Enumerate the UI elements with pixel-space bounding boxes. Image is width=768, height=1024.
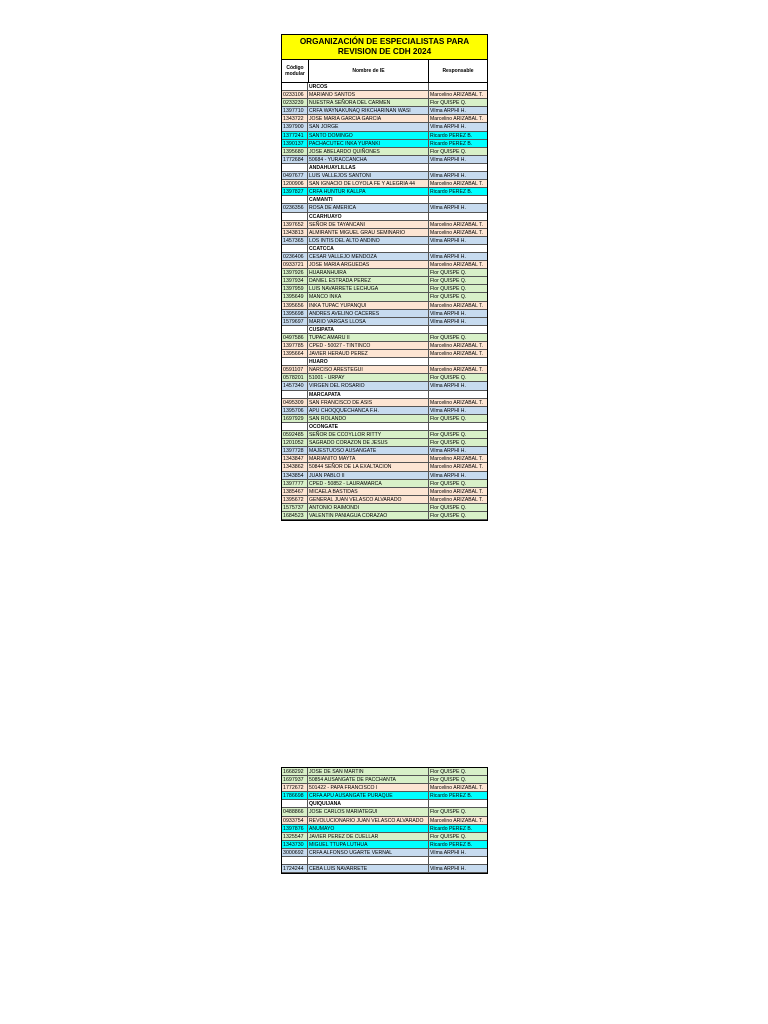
specialists-table-page-2 bbox=[281, 767, 488, 874]
codigo-modular-cell: 0495309 bbox=[282, 399, 308, 406]
district-row bbox=[282, 213, 487, 221]
district-name: CCARHUAYO bbox=[308, 213, 429, 220]
empty-cell bbox=[282, 196, 308, 203]
codigo-modular-cell: 3000692 bbox=[282, 849, 308, 856]
codigo-modular-cell: 1395649 bbox=[282, 293, 308, 300]
table-row bbox=[282, 431, 487, 439]
table-row bbox=[282, 512, 487, 520]
school-name-cell: ROSA DE AMERICA bbox=[308, 204, 429, 211]
district-name: HUARO bbox=[308, 358, 429, 365]
school-name-cell: CESAR VALLEJO MENDOZA bbox=[308, 253, 429, 260]
table-row bbox=[282, 768, 487, 776]
empty-cell bbox=[429, 83, 487, 90]
school-name-cell: VIRGEN DEL ROSARIO bbox=[308, 382, 429, 389]
table-row bbox=[282, 269, 487, 277]
codigo-modular-cell: 0933721 bbox=[282, 261, 308, 268]
responsable-cell: Vilma ARPHI H. bbox=[430, 849, 466, 856]
codigo-modular-cell: 1395664 bbox=[282, 350, 308, 357]
responsable-cell: Vilma ARPHI H. bbox=[430, 124, 466, 131]
responsable-cell: Flor QUISPE Q. bbox=[430, 512, 467, 519]
table-row bbox=[282, 833, 487, 841]
table-row bbox=[282, 253, 487, 261]
table-row bbox=[282, 463, 487, 471]
responsable-cell: Vilma ARPHI H. bbox=[430, 383, 466, 390]
responsable-cell: Vilma ARPHI H. bbox=[430, 253, 466, 260]
empty-cell bbox=[308, 857, 429, 864]
school-name-cell: VALENTIN PANIAGUA CORAZAO bbox=[308, 512, 429, 519]
table-row bbox=[282, 277, 487, 285]
responsable-cell: Marcelino ARIZABAL T. bbox=[430, 488, 483, 495]
empty-cell bbox=[282, 800, 308, 807]
table-row bbox=[282, 784, 487, 792]
responsable-cell: Marcelino ARIZABAL T. bbox=[430, 221, 483, 228]
table-row bbox=[282, 792, 487, 800]
document-title: ORGANIZACIÓN DE ESPECIALISTAS PARA REVISION DE CDH 2024 bbox=[282, 35, 487, 60]
school-name-cell: HUARANHUIRA bbox=[308, 269, 429, 276]
school-name-cell: SAN ROLANDO bbox=[308, 415, 429, 422]
table-row bbox=[282, 472, 487, 480]
responsable-cell: Flor QUISPE Q. bbox=[430, 833, 467, 840]
responsable-cell: Ricardo PEREZ B. bbox=[430, 841, 473, 848]
responsable-cell: Flor QUISPE Q. bbox=[430, 777, 467, 784]
responsable-cell: Vilma ARPHI H. bbox=[430, 448, 466, 455]
codigo-modular-cell: 1343847 bbox=[282, 455, 308, 462]
table-row bbox=[282, 115, 487, 123]
responsable-cell: Flor QUISPE Q. bbox=[430, 375, 467, 382]
district-name: QUIQUIJANA bbox=[308, 800, 429, 807]
responsable-cell: Marcelino ARIZABAL T. bbox=[430, 399, 483, 406]
codigo-modular-cell: 1325547 bbox=[282, 833, 308, 840]
responsable-cell: Flor QUISPE Q. bbox=[430, 809, 467, 816]
school-name-cell: NARCISO ARESTEGUI bbox=[308, 366, 429, 373]
blank-row bbox=[282, 857, 487, 865]
table-row bbox=[282, 180, 487, 188]
codigo-modular-cell: 1395672 bbox=[282, 496, 308, 503]
school-name-cell: MAJESTUOSO AUSANGATE bbox=[308, 447, 429, 454]
responsable-cell: Marcelino ARIZABAL T. bbox=[430, 817, 483, 824]
school-name-cell: GENERAL JUAN VELASCO ALVARADO bbox=[308, 496, 429, 503]
table-row bbox=[282, 504, 487, 512]
responsable-cell: Marcelino ARIZABAL T. bbox=[430, 456, 483, 463]
responsable-cell: Ricardo PEREZ B. bbox=[430, 132, 473, 139]
codigo-modular-cell: 1397959 bbox=[282, 285, 308, 292]
codigo-modular-cell: 1397710 bbox=[282, 107, 308, 114]
header-responsable: Responsable bbox=[442, 68, 474, 74]
school-name-cell: PACHACUTEC INKA YUPANKI bbox=[308, 140, 429, 147]
responsable-cell: Flor QUISPE Q. bbox=[430, 440, 467, 447]
school-name-cell: 50844 SEÑOR DE LA EXALTACION bbox=[308, 463, 429, 470]
empty-cell bbox=[429, 857, 487, 864]
table-row bbox=[282, 439, 487, 447]
table-row bbox=[282, 285, 487, 293]
table-row bbox=[282, 374, 487, 382]
empty-cell bbox=[282, 423, 308, 430]
empty-cell bbox=[429, 391, 487, 398]
table-row bbox=[282, 99, 487, 107]
school-name-cell: MARIO VARGAS LLOSA bbox=[308, 318, 429, 325]
empty-cell bbox=[429, 196, 487, 203]
table-row bbox=[282, 841, 487, 849]
district-row bbox=[282, 164, 487, 172]
responsable-cell: Vilma ARPHI H. bbox=[430, 310, 466, 317]
codigo-modular-cell: 1397785 bbox=[282, 342, 308, 349]
codigo-modular-cell: 0497677 bbox=[282, 172, 308, 179]
school-name-cell: INKA TUPAC YUPANQUI bbox=[308, 302, 429, 309]
district-row bbox=[282, 358, 487, 366]
codigo-modular-cell: 1457340 bbox=[282, 382, 308, 389]
school-name-cell: JOSE ABELARDO QUIÑONES bbox=[308, 148, 429, 155]
school-name-cell: ANTONIO RAIMONDI bbox=[308, 504, 429, 511]
district-row bbox=[282, 245, 487, 253]
table-row bbox=[282, 488, 487, 496]
responsable-cell: Flor QUISPE Q. bbox=[430, 100, 467, 107]
codigo-modular-cell: 1457365 bbox=[282, 237, 308, 244]
responsable-cell: Ricardo PEREZ B. bbox=[430, 189, 473, 196]
responsable-cell: Flor QUISPE Q. bbox=[430, 480, 467, 487]
responsable-cell: Vilma ARPHI H. bbox=[430, 156, 466, 163]
table-row bbox=[282, 447, 487, 455]
codigo-modular-cell: 0592485 bbox=[282, 431, 308, 438]
school-name-cell: CPED - 50852 - LAURAMARCA bbox=[308, 480, 429, 487]
district-row bbox=[282, 391, 487, 399]
table-row bbox=[282, 293, 487, 301]
codigo-modular-cell: 1397652 bbox=[282, 221, 308, 228]
codigo-modular-cell: 1395698 bbox=[282, 310, 308, 317]
school-name-cell: JOSE DE SAN MARTIN bbox=[308, 768, 429, 775]
table-body bbox=[282, 768, 487, 873]
school-name-cell: MIGUEL TTUPA LUTHUA bbox=[308, 841, 429, 848]
responsable-cell: Marcelino ARIZABAL T. bbox=[430, 464, 483, 471]
school-name-cell: REVOLUCIONARIO JUAN VELASCO ALVARADO bbox=[308, 817, 429, 824]
codigo-modular-cell: 1575737 bbox=[282, 504, 308, 511]
table-row bbox=[282, 229, 487, 237]
table-row bbox=[282, 350, 487, 358]
school-name-cell: MARIANITO MAYTA bbox=[308, 455, 429, 462]
responsable-cell: Flor QUISPE Q. bbox=[430, 270, 467, 277]
responsable-cell: Vilma ARPHI H. bbox=[430, 866, 466, 873]
responsable-cell: Vilma ARPHI H. bbox=[430, 318, 466, 325]
table-row bbox=[282, 221, 487, 229]
table-row bbox=[282, 318, 487, 326]
table-row bbox=[282, 261, 487, 269]
empty-cell bbox=[429, 245, 487, 252]
codigo-modular-cell: 1395706 bbox=[282, 407, 308, 414]
responsable-cell: Vilma ARPHI H. bbox=[430, 173, 466, 180]
school-name-cell: MICAELA BASTIDAS bbox=[308, 488, 429, 495]
district-row bbox=[282, 326, 487, 334]
district-name: CAMANTI bbox=[308, 196, 429, 203]
school-name-cell: ALMIRANTE MIGUEL GRAU SEMINARIO bbox=[308, 229, 429, 236]
table-row bbox=[282, 849, 487, 857]
school-name-cell: CEBA LUIS NAVARRETE bbox=[308, 865, 429, 872]
responsable-cell: Marcelino ARIZABAL T. bbox=[430, 351, 483, 358]
school-name-cell: SAN IGNACIO DE LOYOLA FE Y ALEGRIA 44 bbox=[308, 180, 429, 187]
school-name-cell: MARIANO SANTOS bbox=[308, 91, 429, 98]
codigo-modular-cell: 1377241 bbox=[282, 132, 308, 139]
table-row bbox=[282, 172, 487, 180]
table-row bbox=[282, 107, 487, 115]
table-body bbox=[282, 83, 487, 520]
school-name-cell: LOS INTIS DEL ALTO ANDINO bbox=[308, 237, 429, 244]
table-row bbox=[282, 399, 487, 407]
empty-cell bbox=[429, 164, 487, 171]
school-name-cell: 51001 - URPAY bbox=[308, 374, 429, 381]
school-name-cell: SANTO DOMINGO bbox=[308, 132, 429, 139]
codigo-modular-cell: 1786698 bbox=[282, 792, 308, 799]
responsable-cell: Flor QUISPE Q. bbox=[430, 432, 467, 439]
table-row bbox=[282, 808, 487, 816]
responsable-cell: Marcelino ARIZABAL T. bbox=[430, 181, 483, 188]
district-row bbox=[282, 423, 487, 431]
header-nombre: Nombre de IE bbox=[309, 60, 429, 82]
school-name-cell: NUESTRA SEÑORA DEL CARMEN bbox=[308, 99, 429, 106]
codigo-modular-cell: 1397827 bbox=[282, 188, 308, 195]
codigo-modular-cell: 1579697 bbox=[282, 318, 308, 325]
school-name-cell: JAVIER PEREZ DE CUELLAR bbox=[308, 833, 429, 840]
table-row bbox=[282, 310, 487, 318]
codigo-modular-cell: 1395656 bbox=[282, 302, 308, 309]
codigo-modular-cell: 1201052 bbox=[282, 439, 308, 446]
codigo-modular-cell: 0488866 bbox=[282, 808, 308, 815]
codigo-modular-cell: 1385467 bbox=[282, 488, 308, 495]
codigo-modular-cell: 1684523 bbox=[282, 512, 308, 519]
school-name-cell: JUAN PABLO II bbox=[308, 472, 429, 479]
responsable-cell: Flor QUISPE Q. bbox=[430, 769, 467, 775]
table-row bbox=[282, 302, 487, 310]
table-row bbox=[282, 156, 487, 164]
school-name-cell: SEÑOR DE TAYANCANI bbox=[308, 221, 429, 228]
table-row bbox=[282, 148, 487, 156]
empty-cell bbox=[429, 800, 487, 807]
school-name-cell: 50854 AUSANGATE DE PACCHANTA bbox=[308, 776, 429, 783]
table-row bbox=[282, 865, 487, 873]
codigo-modular-cell: 1397926 bbox=[282, 269, 308, 276]
codigo-modular-cell: 1724244 bbox=[282, 865, 308, 872]
responsable-cell: Vilma ARPHI H. bbox=[430, 205, 466, 212]
empty-cell bbox=[429, 358, 487, 365]
empty-cell bbox=[429, 326, 487, 333]
responsable-cell: Marcelino ARIZABAL T. bbox=[430, 116, 483, 123]
district-name: CUSIPATA bbox=[308, 326, 429, 333]
empty-cell bbox=[282, 213, 308, 220]
empty-cell bbox=[282, 391, 308, 398]
codigo-modular-cell: 1697937 bbox=[282, 776, 308, 783]
district-name: CCATCCA bbox=[308, 245, 429, 252]
responsable-cell: Marcelino ARIZABAL T. bbox=[430, 262, 483, 269]
codigo-modular-cell: 1343862 bbox=[282, 463, 308, 470]
specialists-table-page-1 bbox=[281, 34, 488, 521]
table-row bbox=[282, 415, 487, 423]
school-name-cell: CPED - 50027 - TINTINCO bbox=[308, 342, 429, 349]
school-name-cell: APU CHOQQUECHANCA F.H. bbox=[308, 407, 429, 414]
district-name: URCOS bbox=[308, 83, 429, 90]
table-row bbox=[282, 455, 487, 463]
codigo-modular-cell: 1395680 bbox=[282, 148, 308, 155]
responsable-cell: Marcelino ARIZABAL T. bbox=[430, 496, 483, 503]
table-row bbox=[282, 334, 487, 342]
table-row bbox=[282, 204, 487, 212]
empty-cell bbox=[282, 164, 308, 171]
codigo-modular-cell: 1772672 bbox=[282, 784, 308, 791]
table-row bbox=[282, 342, 487, 350]
table-row bbox=[282, 496, 487, 504]
empty-cell bbox=[282, 245, 308, 252]
school-name-cell: MANCO INKA bbox=[308, 293, 429, 300]
school-name-cell: 50684 - YURACCANCHA bbox=[308, 156, 429, 163]
responsable-cell: Marcelino ARIZABAL T. bbox=[430, 92, 483, 99]
codigo-modular-cell: 0933754 bbox=[282, 817, 308, 824]
responsable-cell: Vilma ARPHI H. bbox=[430, 237, 466, 244]
codigo-modular-cell: 0233106 bbox=[282, 91, 308, 98]
school-name-cell: DANIEL ESTRADA PEREZ bbox=[308, 277, 429, 284]
table-row bbox=[282, 188, 487, 196]
school-name-cell: ANDRES AVELINO CACERES bbox=[308, 310, 429, 317]
codigo-modular-cell: 1397876 bbox=[282, 825, 308, 832]
empty-cell bbox=[429, 423, 487, 430]
empty-cell bbox=[429, 213, 487, 220]
responsable-cell: Marcelino ARIZABAL T. bbox=[430, 367, 483, 374]
district-name: OCONGATE bbox=[308, 423, 429, 430]
table-row bbox=[282, 407, 487, 415]
table-row bbox=[282, 382, 487, 390]
codigo-modular-cell: 1397934 bbox=[282, 277, 308, 284]
school-name-cell: SEÑOR DE CCOYLLOR RITTY bbox=[308, 431, 429, 438]
table-row bbox=[282, 817, 487, 825]
codigo-modular-cell: 1697929 bbox=[282, 415, 308, 422]
responsable-cell: Ricardo PEREZ B. bbox=[430, 140, 473, 147]
responsable-cell: Flor QUISPE Q. bbox=[430, 334, 467, 341]
school-name-cell: SAN FRANCISCO DE ASIS bbox=[308, 399, 429, 406]
codigo-modular-cell: 1668292 bbox=[282, 768, 308, 775]
school-name-cell: CRFA HUNTUR KALLPA bbox=[308, 188, 429, 195]
school-name-cell: ANUMAYO bbox=[308, 825, 429, 832]
codigo-modular-cell: 0236406 bbox=[282, 253, 308, 260]
empty-cell bbox=[282, 326, 308, 333]
codigo-modular-cell: 1390137 bbox=[282, 140, 308, 147]
responsable-cell: Flor QUISPE Q. bbox=[430, 504, 467, 511]
codigo-modular-cell: 1397777 bbox=[282, 480, 308, 487]
school-name-cell: LUIS VALLEJOS SANTONI bbox=[308, 172, 429, 179]
codigo-modular-cell: 1200906 bbox=[282, 180, 308, 187]
table-header bbox=[282, 60, 487, 83]
table-row bbox=[282, 91, 487, 99]
codigo-modular-cell: 1397728 bbox=[282, 447, 308, 454]
responsable-cell: Vilma ARPHI H. bbox=[430, 407, 466, 414]
table-row bbox=[282, 132, 487, 140]
table-row bbox=[282, 825, 487, 833]
responsable-cell: Ricardo PEREZ B. bbox=[430, 793, 473, 800]
school-name-cell: LUIS NAVARRETE LECHUGA bbox=[308, 285, 429, 292]
school-name-cell: CRFA ALFONSO UGARTE VERNAL bbox=[308, 849, 429, 856]
table-row bbox=[282, 480, 487, 488]
school-name-cell: SAN JORGE bbox=[308, 123, 429, 130]
codigo-modular-cell: 0497586 bbox=[282, 334, 308, 341]
school-name-cell: CRFA WAYNAKUNAQ RIKCHARINAN WASI bbox=[308, 107, 429, 114]
table-row bbox=[282, 123, 487, 131]
codigo-modular-cell: 1343854 bbox=[282, 472, 308, 479]
district-name: MARCAPATA bbox=[308, 391, 429, 398]
school-name-cell: JAVIER HERAUD PEREZ bbox=[308, 350, 429, 357]
district-name: ANDAHUAYLILLAS bbox=[308, 164, 429, 171]
empty-cell bbox=[282, 358, 308, 365]
codigo-modular-cell: 0236356 bbox=[282, 204, 308, 211]
responsable-cell: Vilma ARPHI H. bbox=[430, 108, 466, 115]
school-name-cell: CRFA APU AUSANGATE PURAQUE bbox=[308, 792, 429, 799]
responsable-cell: Flor QUISPE Q. bbox=[430, 278, 467, 285]
school-name-cell: SAGRADO CORAZON DE JESUS bbox=[308, 439, 429, 446]
responsable-cell: Ricardo PEREZ B. bbox=[430, 825, 473, 832]
codigo-modular-cell: 0591107 bbox=[282, 366, 308, 373]
table-row bbox=[282, 140, 487, 148]
school-name-cell: 501422 - PAPA FRANCISCO I bbox=[308, 784, 429, 791]
codigo-modular-cell: 0233239 bbox=[282, 99, 308, 106]
district-row bbox=[282, 196, 487, 204]
responsable-cell: Marcelino ARIZABAL T. bbox=[430, 229, 483, 236]
codigo-modular-cell: 1343813 bbox=[282, 229, 308, 236]
responsable-cell: Flor QUISPE Q. bbox=[430, 415, 467, 422]
responsable-cell: Flor QUISPE Q. bbox=[430, 294, 467, 301]
codigo-modular-cell: 0578201 bbox=[282, 374, 308, 381]
responsable-cell: Flor QUISPE Q. bbox=[430, 286, 467, 293]
district-row bbox=[282, 83, 487, 91]
empty-cell bbox=[282, 83, 308, 90]
table-row bbox=[282, 237, 487, 245]
responsable-cell: Marcelino ARIZABAL T. bbox=[430, 785, 483, 792]
responsable-cell: Marcelino ARIZABAL T. bbox=[430, 343, 483, 349]
responsable-cell: Marcelino ARIZABAL T. bbox=[430, 302, 483, 309]
school-name-cell: TUPAC AMARU II bbox=[308, 334, 429, 341]
school-name-cell: JOSE CARLOS MARIATEGUI bbox=[308, 808, 429, 815]
responsable-cell: Flor QUISPE Q. bbox=[430, 148, 467, 155]
table-row bbox=[282, 776, 487, 784]
table-row bbox=[282, 366, 487, 374]
school-name-cell: JOSE MARIA GARCIA GARCIA bbox=[308, 115, 429, 122]
responsable-cell: Vilma ARPHI H. bbox=[430, 472, 466, 479]
header-codigo: Código modular bbox=[282, 60, 309, 82]
district-row bbox=[282, 800, 487, 808]
codigo-modular-cell: 1772684 bbox=[282, 156, 308, 163]
codigo-modular-cell: 1397900 bbox=[282, 123, 308, 130]
codigo-modular-cell: 1343730 bbox=[282, 841, 308, 848]
school-name-cell: JOSE MARIA ARGUEDAS bbox=[308, 261, 429, 268]
empty-cell bbox=[282, 857, 308, 864]
codigo-modular-cell: 1343722 bbox=[282, 115, 308, 122]
